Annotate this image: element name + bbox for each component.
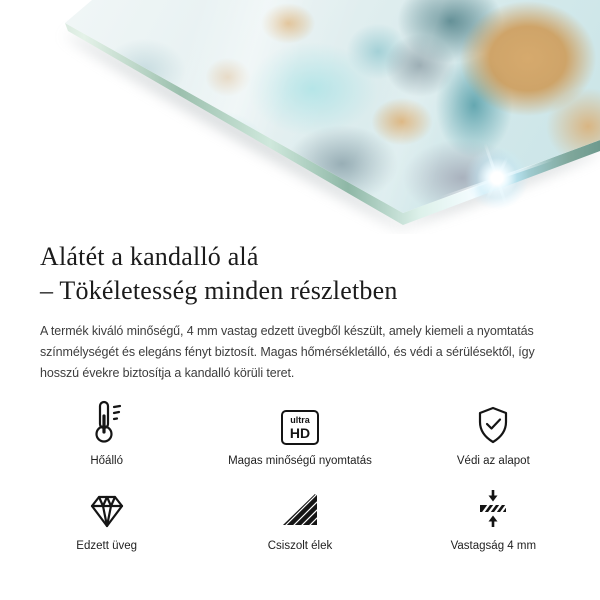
feature-tempered-glass [10, 484, 203, 552]
feature-label: Vastagság 4 mm [450, 540, 537, 552]
features-grid [0, 399, 600, 552]
feature-label: Védi az alapot [456, 455, 530, 467]
thermometer-icon [86, 399, 128, 445]
title-line-2: – Tökéletesség minden részletben [40, 276, 398, 305]
feature-label: Csiszolt élek [267, 540, 333, 552]
feature-polished-edges [203, 484, 396, 552]
feature-label: Edzett üveg [76, 540, 138, 552]
shield-check-icon [473, 399, 513, 445]
feature-print-quality [203, 399, 396, 467]
description-line: hosszú évekre biztosítja a kandalló körüli teret. [40, 366, 295, 380]
feature-heat-resistant [10, 399, 203, 467]
feature-label: Magas minőségű nyomtatás [228, 455, 372, 467]
description-line: színmélységét és elegáns fényt biztosít. Magas hőmérsékletálló, és védi a sérülésektől, így [40, 345, 535, 359]
description-line: A termék kiváló minőségű, 4 mm vastag edzett üvegből készült, amely kiemeli a nyomtatás [40, 324, 534, 338]
ultra-hd-badge-top: ultra [290, 414, 310, 425]
page-title [40, 240, 560, 308]
copy-section [0, 234, 600, 384]
ultra-hd-badge-bottom: HD [289, 424, 311, 441]
product-description [40, 321, 560, 384]
diamond-icon [86, 484, 128, 530]
product-image [0, 0, 600, 234]
feature-thickness [397, 484, 590, 552]
polished-edges-icon [280, 484, 320, 530]
ultra-hd-icon [281, 399, 319, 445]
feature-protects-base [397, 399, 590, 467]
thickness-icon [473, 484, 513, 530]
title-line-1: Alátét a kandalló alá [40, 242, 259, 271]
feature-label: Hőálló [90, 455, 123, 467]
